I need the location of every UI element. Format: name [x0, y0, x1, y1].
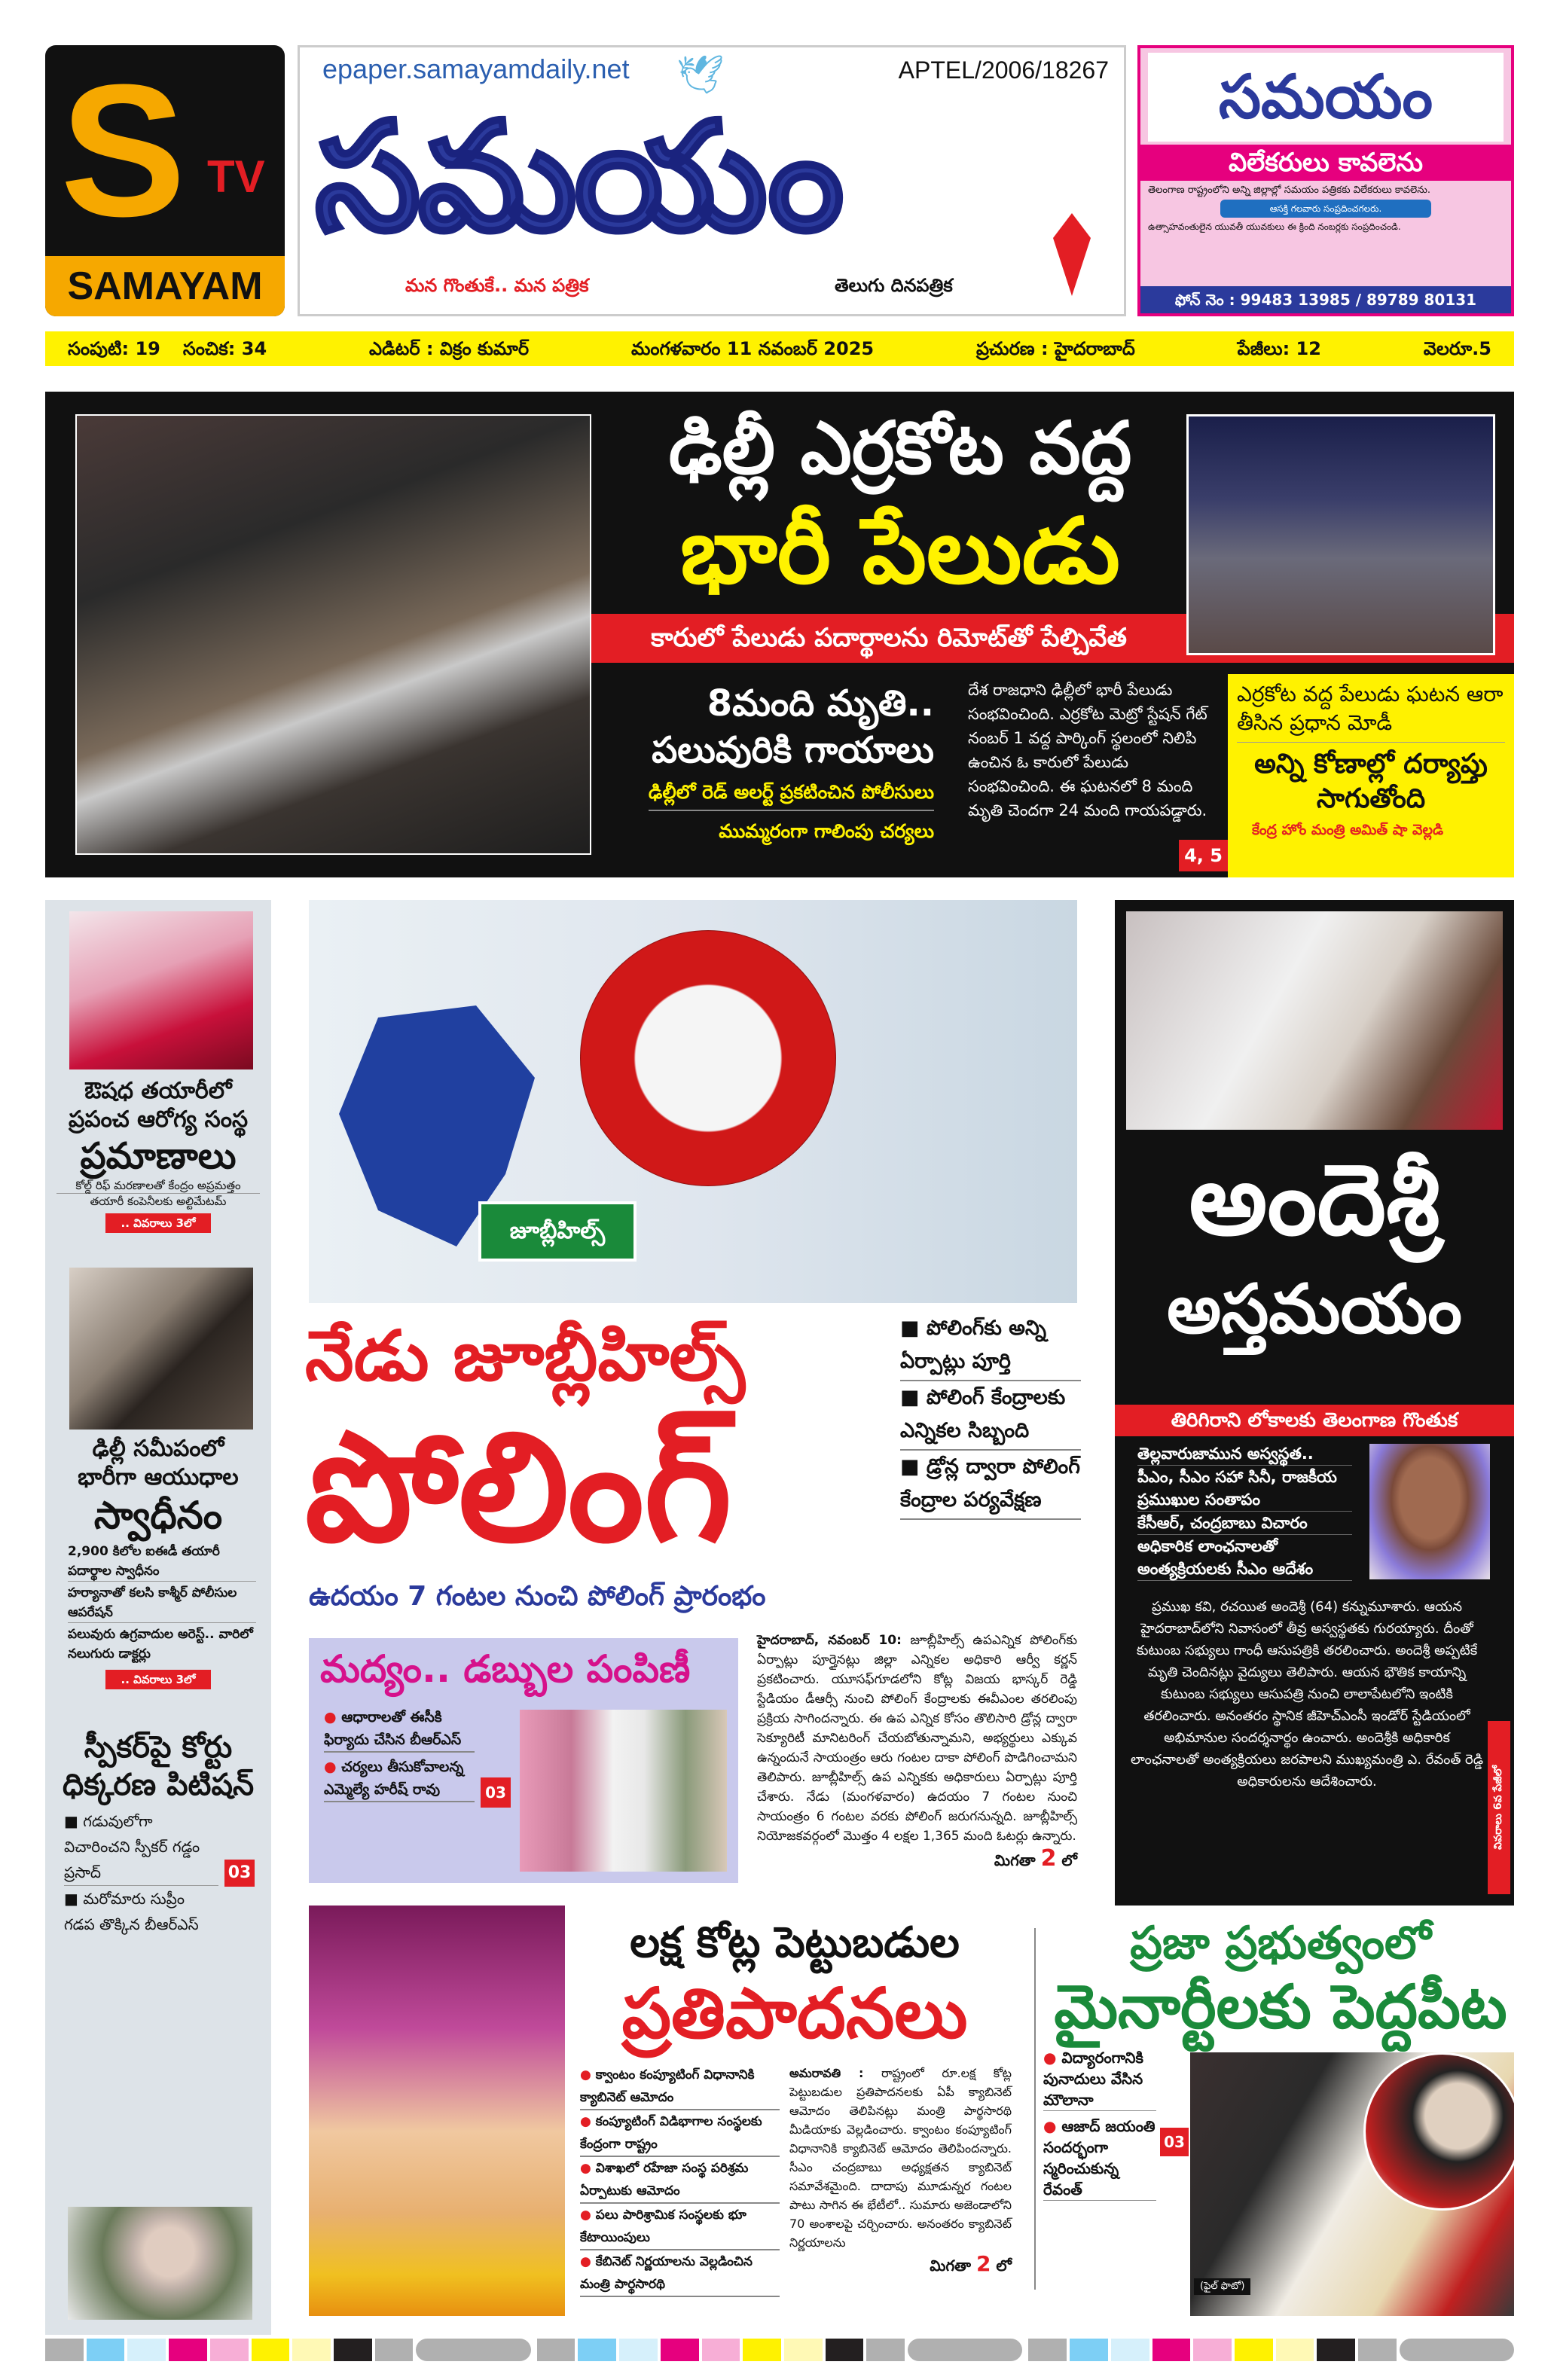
issue: సంచిక: 34	[182, 338, 267, 359]
invest-continued[interactable]	[930, 2252, 1012, 2278]
azad-portrait-inset	[1363, 2052, 1514, 2211]
registration-pill	[908, 2339, 1022, 2361]
page-reference[interactable]: 4, 5	[1179, 840, 1228, 871]
poll-bullets	[900, 1312, 1081, 1520]
registration-swatch	[210, 2339, 249, 2361]
polling-illustration	[309, 900, 1077, 1303]
dove-icon: 🕊	[676, 53, 725, 96]
lead-strap-text: కారులో పేలుడు పదార్థాలను రిమోట్‌తో పేల్చివేత	[651, 623, 1127, 653]
poll-body	[757, 1631, 1077, 1846]
registration-swatch	[784, 2339, 823, 2361]
registration-swatch	[1028, 2339, 1067, 2361]
invest-bullet: ● విశాఖలో రహేజా సంస్థ పరిశ్రమ ఏర్పాటుకు ఆమోదం	[580, 2157, 780, 2204]
lead-sidebar	[1228, 674, 1514, 877]
price: వెలరూ.5	[1423, 338, 1491, 359]
lead-headline-1: ఢిల్లీ ఎర్రకోట వద్ద	[668, 406, 1132, 490]
minority-bullet-1: ● విద్యారంగానికి పునాదులు వేసిన మౌలానా	[1043, 2047, 1156, 2111]
poll-bullet: ■ పోలింగ్‌కు అన్ని ఏర్పాట్లు పూర్తి	[900, 1312, 1081, 1381]
minority-page-tag[interactable]: 03	[1160, 2128, 1189, 2156]
registration-swatch	[169, 2339, 207, 2361]
speaker-photo	[68, 2207, 252, 2320]
registration-swatch	[1317, 2339, 1355, 2361]
story2-sub-2: హర్యానాతో కలసి కాశ్మీర్ పోలీసుల ఆపరేషన్	[68, 1583, 256, 1623]
revanth-event-photo	[1190, 2052, 1514, 2316]
andesri-text	[1130, 1442, 1484, 1793]
pen-nib-icon	[1053, 213, 1091, 296]
andesri-point: తెల్లవారుజామున అస్వస్థత..	[1137, 1442, 1352, 1466]
registration-number: APTEL/2006/18267	[898, 56, 1109, 84]
minority-bullet-2: ● ఆజాద్ జయంతి సందర్భంగా స్మరించుకున్న రేవంత్	[1043, 2116, 1156, 2201]
registration-swatch	[826, 2339, 864, 2361]
lead-story	[45, 392, 1514, 877]
andesri-title-2: అస్తమయం	[1167, 1270, 1462, 1349]
registration-group	[1028, 2339, 1514, 2361]
liquor-bullet-1: ● ఆధారాలతో ఈసీకి ఫిర్యాదు చేసిన బీఆర్ఎస్	[324, 1706, 475, 1753]
andesri-body: ప్రముఖ కవి, రచయిత అందెశ్రీ (64) కన్నుమూశారు. ఆయన హైదరాబాద్‌లోని నివాసంలో తీవ్ర అస్వస్థతకు గురయ్యారు. దీంతో కుటుంబ సభ్యులు గాంధీ ఆసుపత్రికి తరలించారు. అందెశ్రీ అప్పటికే మృతి చెందినట్లు వైద్యులు తెలిపారు. ఆయన భౌతిక కాయాన్ని కుటుంబ సభ్యులు ఆసుపత్రి నుంచి లాలాపేటలోని ఇంటికి తరలించారు. అనంతరం స్థానిక జీహెచ్ఎంసీ ఇండోర్ స్టేడియంలో అభిమానుల సందర్శనార్థం ఉంచారు. అందెశ్రీకి అధికారిక లాంఛనాలతో అంత్యక్రియలు జరపాలని ముఖ్యమంత్రి ఎ. రేవంత్ రెడ్డి అధికారులను ఆదేశించారు.	[1130, 1599, 1484, 1790]
ad-phone: ఫోన్ నెం : 99483 13985 / 89789 80131	[1140, 286, 1511, 313]
registration-swatch	[661, 2339, 699, 2361]
invest-headline-2: ప్రతిపాదనలు	[621, 1973, 968, 2054]
registration-swatch	[537, 2339, 575, 2361]
andesri-strap: తిరిగిరాని లోకాలకు తెలంగాణ గొంతుక	[1115, 1405, 1514, 1436]
story1-headline-2: ప్రపంచ ఆరోగ్య సంస్థ	[69, 1106, 248, 1133]
info-bar	[45, 331, 1514, 366]
investigation-headline: అన్ని కోణాల్లో దర్యాప్తు సాగుతోంది	[1254, 749, 1488, 814]
andesri-body-photo	[1126, 911, 1503, 1130]
continued-suffix: లో	[996, 2256, 1012, 2275]
blast-photo	[75, 414, 591, 855]
registration-swatch	[578, 2339, 616, 2361]
andesri-title-1: అందెశ్రీ	[1189, 1143, 1440, 1257]
poll-headline-1: నేడు జూబ్లీహిల్స్	[305, 1316, 746, 1396]
poll-subheadline: ఉదయం 7 గంటల నుంచి పోలింగ్ ప్రారంభం	[309, 1581, 766, 1612]
continued-label: మిగతా	[994, 1851, 1036, 1869]
page-count: పేజీలు: 12	[1237, 338, 1321, 359]
publication-place: ప్రచురణ : హైదరాబాద్	[975, 338, 1135, 359]
story2-more-link[interactable]: .. వివరాలు 3లో	[105, 1670, 211, 1689]
modi-note: ఎర్రకోట వద్ద పేలుడు ఘటన ఆరా తీసిన ప్రధాన మోడీ	[1237, 680, 1505, 743]
story1-headline-1: ఔషధ తయారీలో	[84, 1078, 232, 1104]
minority-bullets	[1043, 2047, 1156, 2201]
tagline: మన గొంతుకే.. మన పత్రిక	[405, 275, 589, 296]
newspaper-title: సమయం	[315, 90, 841, 265]
date: మంగళవారం 11 నవంబర్ 2025	[630, 338, 875, 359]
invest-body-column	[789, 2064, 1012, 2278]
invest-body	[789, 2064, 1012, 2252]
registration-group	[45, 2339, 531, 2361]
registration-swatch	[702, 2339, 740, 2361]
evm-emblem	[580, 930, 836, 1186]
poll-body-column	[757, 1631, 1077, 1873]
registration-pill	[416, 2339, 530, 2361]
invest-headline-1: లక్ష కోట్ల పెట్టుబడుల	[630, 1918, 960, 1967]
story2-headline-2: భారీగా ఆయుధాల	[78, 1464, 239, 1491]
rescue-photo	[1186, 414, 1495, 655]
poll-dateline: హైదరాబాద్, నవంబర్ 10:	[757, 1633, 902, 1648]
story1-headline-3: ప్రమాణాలు	[80, 1135, 237, 1177]
recruitment-ad	[1137, 45, 1514, 316]
liquor-page-tag[interactable]: 03	[481, 1777, 511, 1808]
story2-headline-3: స్వాధీనం	[93, 1494, 223, 1537]
registration-swatch	[1276, 2339, 1314, 2361]
tv-logo	[45, 45, 285, 316]
print-registration-bars	[45, 2339, 1514, 2361]
registration-swatch	[375, 2339, 414, 2361]
continued-page: 2	[975, 2251, 991, 2276]
registration-swatch	[1152, 2339, 1191, 2361]
registration-swatch	[619, 2339, 658, 2361]
liquor-box-title: మద్యం.. డబ్బుల పంపిణీ	[320, 1647, 691, 1691]
liquor-box	[309, 1638, 738, 1883]
registration-swatch	[292, 2339, 331, 2361]
invest-bullet: ● పలు పారిశ్రామిక సంస్థలకు భూ కేటాయింపులు	[580, 2204, 780, 2250]
story2-sub-1: 2,900 కిలోల ఐఈడీ తయారీ పదార్థాల స్వాధీనం	[68, 1542, 256, 1582]
registration-pill	[1400, 2339, 1514, 2361]
poll-bullet: ■ డ్రోన్ల ద్వారా పోలింగ్ కేంద్రాల పర్యవేక్షణ	[900, 1451, 1081, 1520]
injuries-headline: పలువురికి గాయాలు	[652, 729, 934, 771]
chandrababu-photo	[309, 1906, 565, 2316]
andesri-point: పీఎం, సీఎం సహా సినీ, రాజకీయ ప్రముఖుల సంతాపం	[1137, 1466, 1352, 1512]
ad-body-2: ఉత్సాహవంతులైన యువతీ యువకులు ఈ క్రింది నంబర్లకు సంప్రదించండి.	[1148, 221, 1401, 232]
registration-swatch	[252, 2339, 290, 2361]
minority-headline-1: ప్రజా ప్రభుత్వంలో	[1130, 1917, 1431, 1970]
story3-page-tag[interactable]: 03	[224, 1860, 255, 1887]
left-column	[45, 900, 271, 2335]
registration-swatch	[1070, 2339, 1108, 2361]
lead-headline-2: భారీ పేలుడు	[680, 499, 1120, 604]
amit-shah-note: కేంద్ర హోం మంత్రి అమిత్ షా వెల్లడి	[1252, 822, 1444, 838]
poll-continued[interactable]	[994, 1846, 1077, 1873]
registration-swatch	[1193, 2339, 1232, 2361]
andesri-point: అధికారిక లాంఛనాలతో అంత్యక్రియలకు సీఎం ఆదేశం	[1137, 1535, 1352, 1581]
story3-headline-2: ధిక్కరణ పిటిషన్	[62, 1768, 255, 1802]
story3-bullet-2: ■ మరోమారు సుప్రీం గడప తొక్కిన బీఆర్ఎస్	[64, 1886, 218, 1937]
brs-leaders-photo	[520, 1710, 727, 1872]
ad-heading: విలేకరులు కావలెను	[1140, 145, 1511, 181]
poll-body-text: జూబ్లీహిల్స్ ఉపఎన్నిక పోలింగ్‌కు ఏర్పాట్లు పూర్తైనట్లు జిల్లా ఎన్నికల అధికారి ఆర్వీ కర్ణన్ ప్రకటించారు. యూసఫ్‌గూడలోని కోట్ల విజయ భాస్కర్ రెడ్డి స్టేడియం డీఆర్సీ నుంచి పోలింగ్ కేంద్రాలకు ఈవీఎంల తరలింపు ప్రక్రియ సాగిందన్నారు. ఈ ఉప ఎన్నిక కోసం తొలిసారి డ్రోన్ల ద్వారా సెక్యూరిటీ మానిటరింగ్ చేయబోతున్నామని, అభ్యర్థులు ఎక్కువ ఉన్నందునే సాయంత్రం ఆరు గంటల దాకా పోలింగ్ పొడిగించామని తెలిపారు. జూబ్లీహిల్స్ ఉప ఎన్నికకు అధికారులు ఏర్పాట్లు పూర్తి చేశారు. నేడు (మంగళవారం) ఉదయం 7 గంటల నుంచి సాయంత్రం 6 గంటల వరకు పోలింగ్ జరుగనున్నది. జూబ్లీహిల్స్ నియోజకవర్గంలో మొత్తం 4 లక్షల 1,365 మంది ఓటర్లు ఉన్నారు.	[757, 1633, 1077, 1844]
liquor-bullet-2: ● చర్యలు తీసుకోవాలన్న ఎమ్మెల్యే హరీష్ రావు	[324, 1756, 475, 1802]
tv-logo-letter: S	[60, 45, 186, 255]
poll-bullet: ■ పోలింగ్ కేంద్రాలకు ఎన్నికల సిబ్బంది	[900, 1381, 1081, 1451]
syrup-photo	[69, 911, 253, 1069]
ad-body: తెలంగాణ రాష్ట్రంలోని అన్ని జిల్లాల్లో సమయం పత్రికకు విలేకరులు కావలెను.	[1148, 185, 1431, 196]
story3-bullet-1: ■ గడువులోగా విచారించని స్పీకర్ గడ్డం ప్రసాద్	[64, 1808, 218, 1886]
registration-swatch	[87, 2339, 125, 2361]
column-divider	[1034, 1928, 1036, 2290]
ad-logo: సమయం	[1148, 53, 1504, 142]
story1-sub-1: కోల్డ్ రిఫ్ మరణాలతో కేంద్రం అప్రమత్తం	[56, 1178, 260, 1194]
invest-bullets	[580, 2064, 780, 2297]
ad-contact-badge: ఆసక్తి గలవారు సంప్రదించగలరు.	[1220, 200, 1431, 218]
masthead	[298, 45, 1126, 316]
story2-headline-1: ఢిల్లీ సమీపంలో	[92, 1436, 224, 1462]
story1-more-link[interactable]: .. వివరాలు 3లో	[105, 1213, 211, 1233]
story2-sub-3: పలువురు ఉగ్రవాదుల అరెస్ట్.. వారిలో నలుగురు డాక్టర్లు	[68, 1627, 253, 1661]
invest-bullet: ● కంప్యూటింగ్ విడిభాగాల సంస్థలకు కేంద్రంగా రాష్ట్రం	[580, 2110, 780, 2157]
story2-text	[53, 1435, 264, 1689]
poll-headline-2: పోలింగ్	[305, 1400, 732, 1576]
andesri-story	[1115, 900, 1514, 1906]
registration-group	[537, 2339, 1023, 2361]
story1-text	[53, 1077, 264, 1233]
photo-caption: (ఫైల్ ఫొటో)	[1194, 2278, 1250, 2295]
search-subhead: ముమ్మరంగా గాలింపు చర్యలు	[719, 820, 934, 842]
tv-logo-name: SAMAYAM	[45, 256, 285, 316]
volume: సంపుటి: 19	[68, 338, 160, 359]
website-link[interactable]: epaper.samayamdaily.net	[322, 53, 630, 84]
invest-body-text: రాష్ట్రంలో రూ.లక్ష కోట్ల పెట్టుబడుల ప్రతిపాదనలకు ఏపీ క్యాబినెట్ ఆమోదం తెలిపినట్లు మంత్రి పార్థసారథి మీడియాకు వెల్లడించారు. క్వాంటం కంప్యూటింగ్ విధానానికి క్యాబినెట్ ఆమోదం తెలిపిందన్నారు. సీఎం చంద్రబాబు అధ్యక్షతన క్యాబినెట్ సమావేశమైంది. దాదాపు మూడున్నర గంటల పాటు సాగిన ఈ భేటీలో.. సుమారు అజెండాలోని 70 అంశాలపై చర్చించారు. అనంతరం క్యాబినెట్ నిర్ణయాలను	[789, 2066, 1012, 2250]
minority-headline-2: మైనార్టీలకు పెద్దపీట	[1054, 1972, 1507, 2042]
registration-swatch	[866, 2339, 905, 2361]
editor: ఎడిటర్ : విక్రం కుమార్	[368, 338, 530, 359]
andesri-point: కేసీఆర్, చంద్రబాబు విచారం	[1137, 1512, 1352, 1535]
continued-page: 2	[1040, 1845, 1057, 1872]
registration-swatch	[1358, 2339, 1397, 2361]
registration-swatch	[1111, 2339, 1149, 2361]
registration-swatch	[334, 2339, 372, 2361]
deaths-headline: 8మంది మృతి..	[707, 682, 934, 725]
lead-body: దేశ రాజధాని ఢిల్లీలో భారీ పేలుడు సంభవించింది. ఎర్రకోట మెట్రో స్టేషన్ గేట్ నంబర్ 1 వద్ద పార్కింగ్ స్థలంలో నిలిపి ఉంచిన ఓ కారులో పేలుడు సంభవించింది. ఈ ఘటనలో 8 మంది మృతి చెందగా 24 మంది గాయపడ్డారు.	[968, 681, 1207, 819]
tv-logo-suffix: TV	[207, 151, 265, 202]
gunman-photo	[69, 1268, 253, 1430]
subtitle: తెలుగు దినపత్రిక	[835, 275, 953, 296]
registration-swatch	[1235, 2339, 1273, 2361]
andesri-side-tag[interactable]	[1488, 1721, 1510, 1894]
andesri-points	[1130, 1442, 1352, 1581]
continued-suffix: లో	[1061, 1851, 1077, 1869]
jubilee-hills-sign: జూబ్లీహిల్స్	[478, 1201, 637, 1262]
story1-sub-2: తయారీ కంపెనీలకు అల్టిమేటమ్	[90, 1195, 227, 1208]
lead-subheads	[603, 682, 934, 844]
registration-swatch	[127, 2339, 166, 2361]
invest-dateline: అమరావతి :	[789, 2066, 864, 2080]
story3-headline-1: స్పీకర్‌పై కోర్టు	[84, 1730, 233, 1765]
registration-swatch	[45, 2339, 84, 2361]
continued-label: మిగతా	[930, 2256, 971, 2275]
invest-bullet: ● కేబినెట్ నిర్ణయాలను వెల్లడించిన మంత్రి పార్థసారథి	[580, 2250, 780, 2297]
red-alert-subhead: ఢిల్లీలో రెడ్ అలర్ట్ ప్రకటించిన పోలీసులు	[649, 780, 934, 811]
andesri-side-tag-text: వివరాలు 6వ పేజీలో	[1492, 1765, 1505, 1850]
story3-text	[53, 1729, 264, 1937]
registration-swatch	[743, 2339, 781, 2361]
invest-bullet: ● క్వాంటం కంప్యూటింగ్ విధానానికి క్యాబినెట్ ఆమోదం	[580, 2064, 780, 2110]
